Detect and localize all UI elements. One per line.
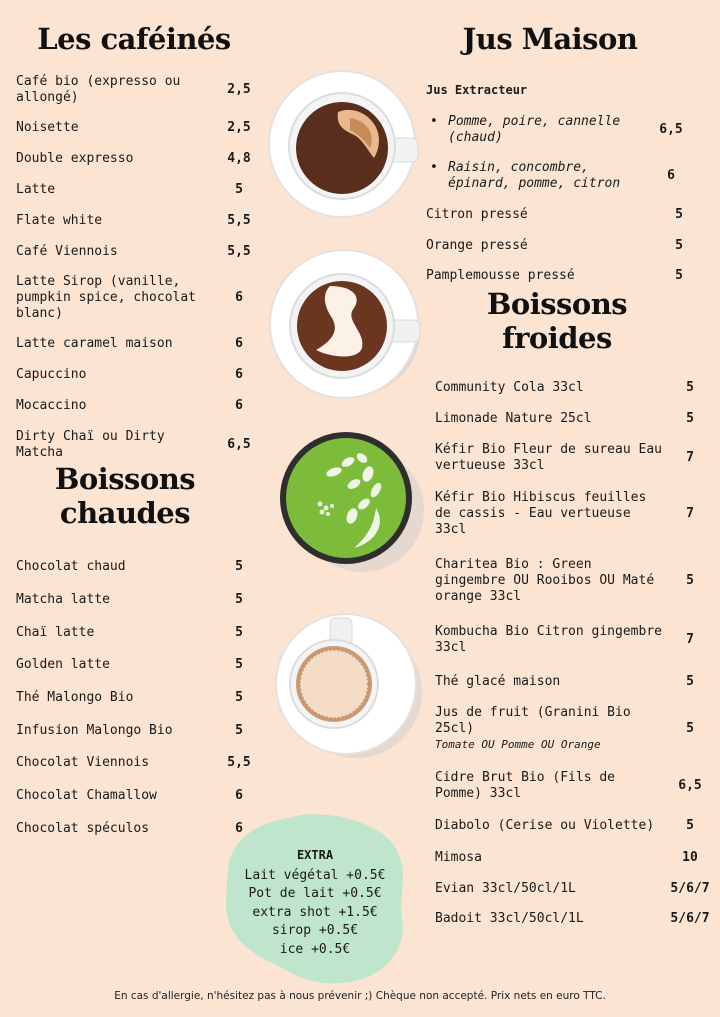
froides-item-subtitle: Tomate OU Pomme OU Orange [435, 738, 601, 751]
cafeines-item-price: 4,8 [227, 151, 251, 166]
froides-item-name: Diabolo (Cerise ou Violette) [435, 818, 655, 833]
froides-item-price: 5/6/7 [670, 911, 710, 926]
froides-item [435, 380, 720, 396]
chaudes-item [16, 755, 266, 771]
froides-item-price: 5 [686, 411, 694, 426]
froides-item-price: 5/6/7 [670, 881, 710, 896]
cafeines-item-price: 6 [235, 398, 243, 413]
cafeines-item [16, 74, 266, 106]
chaudes-item-price: 5 [235, 592, 243, 607]
chaudes-title-line2: chaudes [59, 496, 191, 530]
froides-item-price: 7 [686, 506, 694, 521]
chaudes-item-price: 5 [235, 690, 243, 705]
chaudes-item-price: 5 [235, 657, 243, 672]
cafeines-item-name: Café Viennois [16, 244, 118, 259]
cafeines-item [16, 151, 266, 167]
chaudes-item-name: Chocolat Chamallow [16, 788, 157, 803]
chaudes-item [16, 788, 266, 804]
froides-item-name: Kombucha Bio Citron gingembre 33cl [435, 624, 662, 655]
cafeines-item-name: Latte Sirop (vanille, pumpkin spice, chocolat blanc) [16, 274, 197, 321]
cafeines-item-price: 6,5 [227, 437, 251, 452]
cafeines-item-name: Latte caramel maison [16, 336, 173, 351]
latte-cup-illustration [266, 246, 426, 406]
cafeines-item-price: 5,5 [227, 244, 251, 259]
cafeines-item [16, 367, 266, 383]
froides-item-price: 7 [686, 632, 694, 647]
cafeines-item [16, 274, 266, 322]
cafeines-item-name: Dirty Chaï ou Dirty Matcha [16, 429, 165, 460]
footer-note: En cas d'allergie, n'hésitez pas à nous prévenir ;) Chèque non accepté. Prix nets en euro TTC. [114, 990, 606, 1002]
cafeines-item [16, 429, 266, 461]
froides-item [435, 705, 720, 753]
froides-item-price: 5 [686, 721, 694, 736]
jus-bullet-item [430, 160, 702, 192]
froides-title [462, 287, 652, 355]
extra-line: ice +0.5€ [279, 941, 351, 957]
cafeines-item-name: Latte [16, 182, 56, 197]
froides-item-price: 5 [686, 380, 694, 395]
chaudes-item [16, 723, 266, 739]
cafeines-title: Les caféinés [37, 22, 231, 56]
chaudes-item-name: Thé Malongo Bio [16, 690, 134, 705]
cafeines-item-price: 6 [235, 290, 243, 305]
froides-item-name: Jus de fruit (Granini Bio 25cl) [435, 705, 631, 736]
chaudes-item-price: 5 [235, 559, 243, 574]
chaudes-item-name: Chaï latte [16, 625, 95, 640]
chaudes-item [16, 657, 266, 673]
jus-item-name: Citron pressé [426, 207, 528, 222]
froides-item [435, 911, 720, 927]
chaudes-item-name: Matcha latte [16, 592, 110, 607]
froides-item [435, 624, 720, 656]
froides-item-name: Thé glacé maison [435, 674, 561, 689]
froides-item [435, 674, 720, 690]
froides-item-name: Charitea Bio : Green gingembre OU Rooibos OU Maté orange 33cl [435, 557, 655, 604]
cafeines-item-name: Café bio (expresso ou allongé) [16, 74, 181, 105]
espresso-cup-illustration [266, 68, 422, 224]
jus-item-price: 5 [675, 238, 683, 253]
chaudes-title [30, 462, 220, 530]
bullet-icon: • [430, 160, 438, 175]
cafeines-item [16, 213, 266, 229]
chaudes-item-price: 5 [235, 723, 243, 738]
froides-item [435, 490, 720, 538]
extra-line: sirop +0.5€ [271, 923, 359, 938]
cafeines-item-price: 5 [235, 182, 243, 197]
froides-item [435, 850, 720, 866]
chaudes-item-name: Chocolat spéculos [16, 821, 150, 836]
froides-item-name: Evian 33cl/50cl/1L [435, 881, 576, 896]
cafeines-item [16, 244, 266, 260]
extra-line: Pot de lait +0.5€ [248, 886, 382, 901]
extra-line: Lait végétal +0.5€ [244, 867, 386, 883]
jus-bullet-price: 6,5 [659, 122, 683, 137]
froides-item-name: Community Cola 33cl [435, 380, 584, 395]
froides-item [435, 411, 720, 427]
chaudes-item-name: Chocolat Viennois [16, 755, 150, 770]
jus-bullet-name: Raisin, concombre, épinard, pomme, citron [448, 160, 621, 191]
froides-title-line1: Boissons [486, 287, 628, 321]
jus-subtitle: Jus Extracteur [426, 83, 528, 97]
jus-title: Jus Maison [462, 22, 638, 56]
chaudes-item-price: 6 [235, 788, 243, 803]
chaudes-item [16, 690, 266, 706]
froides-item-name: Kéfir Bio Fleur de sureau Eau vertueuse 33cl [435, 442, 662, 473]
cafeines-item [16, 336, 266, 352]
jus-item-name: Orange pressé [426, 238, 528, 253]
froides-item [435, 442, 720, 474]
jus-item-price: 5 [675, 268, 683, 283]
froides-item [435, 881, 720, 897]
froides-item [435, 818, 720, 834]
froides-item-price: 10 [682, 850, 698, 865]
cafeines-item-price: 2,5 [227, 82, 251, 97]
jus-bullet-price: 6 [667, 168, 675, 183]
froides-item-price: 6,5 [678, 778, 702, 793]
cafeines-item-price: 2,5 [227, 120, 251, 135]
chaudes-item-price: 5 [235, 625, 243, 640]
froides-title-line2: froides [502, 321, 612, 355]
extra-box [222, 846, 408, 959]
jus-bullet-item [430, 114, 702, 146]
matcha-cup-illustration [276, 428, 428, 578]
chaudes-item [16, 592, 266, 608]
chaudes-item-price: 5,5 [227, 755, 251, 770]
froides-item [435, 557, 720, 605]
chaudes-item-name: Golden latte [16, 657, 110, 672]
froides-item-price: 5 [686, 573, 694, 588]
cafeines-item-name: Noisette [16, 120, 79, 135]
froides-item-name: Mimosa [435, 850, 482, 865]
extra-line: extra shot +1.5€ [252, 904, 378, 920]
jus-item [426, 268, 702, 284]
cafeines-item-price: 5,5 [227, 213, 251, 228]
jus-item [426, 207, 702, 223]
cafeines-item [16, 182, 266, 198]
jus-item-price: 5 [675, 207, 683, 222]
cafeines-item-name: Double expresso [16, 151, 134, 166]
jus-item-name: Pamplemousse pressé [426, 268, 575, 283]
cafeines-item-name: Capuccino [16, 367, 87, 382]
froides-item-price: 5 [686, 674, 694, 689]
froides-item-price: 7 [686, 450, 694, 465]
jus-bullet-name: Pomme, poire, cannelle (chaud) [448, 114, 621, 145]
chaudes-item-name: Chocolat chaud [16, 559, 126, 574]
extra-title: EXTRA [296, 848, 334, 862]
froides-item [435, 770, 720, 802]
froides-item-name: Cidre Brut Bio (Fils de Pomme) 33cl [435, 770, 616, 801]
chaudes-item-name: Infusion Malongo Bio [16, 723, 173, 738]
cafeines-item-name: Mocaccino [16, 398, 87, 413]
chaudes-title-line1: Boissons [54, 462, 196, 496]
cafeines-item [16, 120, 266, 136]
chai-cup-illustration [270, 612, 430, 762]
froides-item-name: Limonade Nature 25cl [435, 411, 592, 426]
bullet-icon: • [430, 114, 438, 129]
froides-item-name: Badoit 33cl/50cl/1L [435, 911, 584, 926]
cafeines-item [16, 398, 266, 414]
chaudes-item [16, 625, 266, 641]
cafeines-item-price: 6 [235, 336, 243, 351]
froides-item-price: 5 [686, 818, 694, 833]
chaudes-item [16, 559, 266, 575]
jus-item [426, 238, 702, 254]
chaudes-item-price: 6 [235, 821, 243, 836]
cafeines-item-name: Flate white [16, 213, 103, 228]
froides-item-name: Kéfir Bio Hibiscus feuilles de cassis - Eau vertueuse 33cl [435, 490, 647, 537]
cafeines-item-price: 6 [235, 367, 243, 382]
